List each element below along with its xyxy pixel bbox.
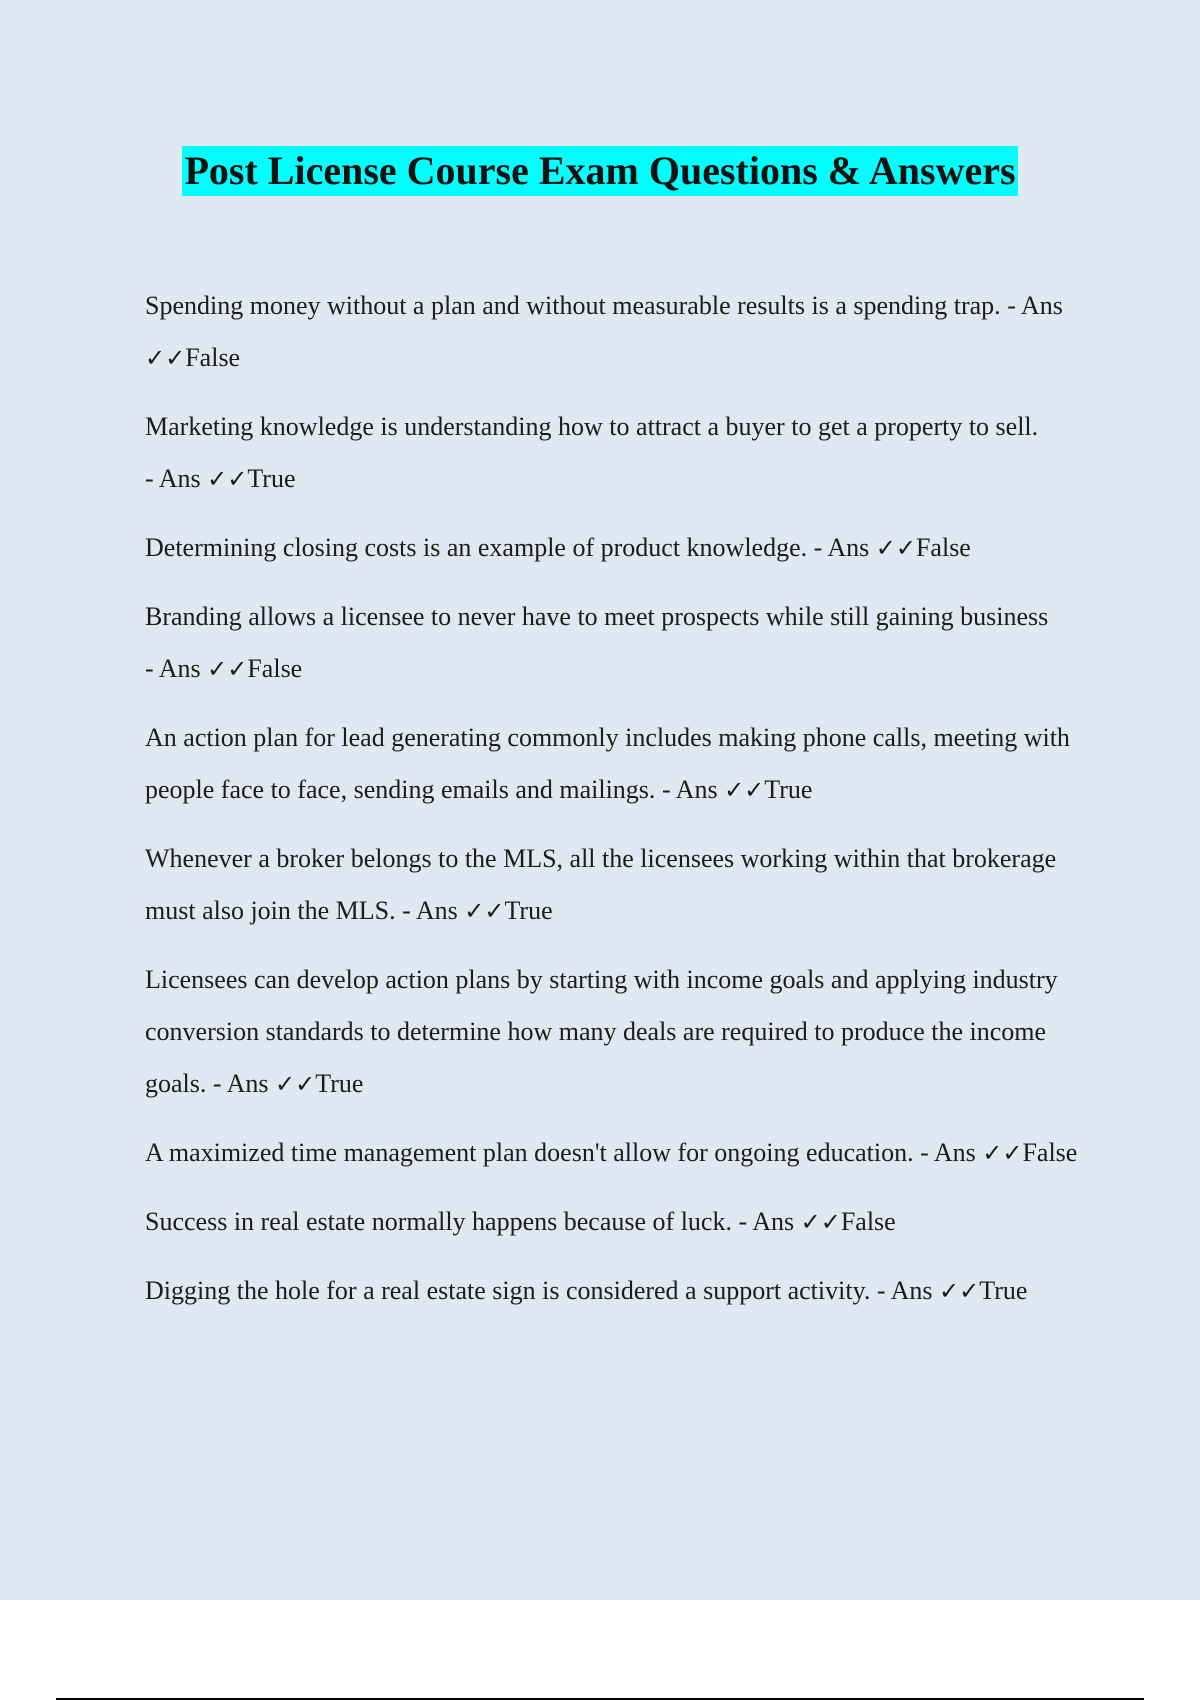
question-text: An action plan for lead generating commonly includes making phone calls, meeting with people face to face, sending emails and mailings. (145, 723, 1070, 804)
answer-separator: - Ans (145, 464, 201, 493)
question-text: Whenever a broker belongs to the MLS, all the licensees working within that brokerage must also join the MLS. (145, 844, 1057, 925)
answer-separator: - Ans (1007, 291, 1063, 320)
answer-separator: - Ans (402, 896, 458, 925)
question-text: Branding allows a licensee to never have to meet prospects while still gaining business (145, 602, 1049, 631)
qa-item (145, 1265, 1085, 1317)
check-icon: ✓✓ (800, 1208, 841, 1236)
check-icon: ✓✓ (207, 655, 248, 683)
answer-text: True (315, 1069, 364, 1098)
answer-separator: - Ans (813, 533, 870, 562)
check-icon: ✓✓ (207, 465, 248, 493)
answer-text: True (764, 775, 813, 804)
document-title: Post License Course Exam Questions & Answers (182, 146, 1017, 196)
answer-text: True (979, 1276, 1028, 1305)
answer-text: False (1022, 1138, 1078, 1167)
answer-separator: - Ans (876, 1276, 933, 1305)
answer-separator: - Ans (738, 1207, 795, 1236)
question-text: Marketing knowledge is understanding how to attract a buyer to get a property to sell. (145, 412, 1039, 441)
question-text: Spending money without a plan and without measurable results is a spending trap. (145, 291, 1001, 320)
check-icon: ✓✓ (464, 897, 505, 925)
title-wrapper (0, 146, 1200, 196)
check-icon: ✓✓ (275, 1070, 316, 1098)
answer-separator: - Ans (920, 1138, 976, 1167)
qa-item (145, 522, 1085, 574)
answer-text: True (247, 464, 296, 493)
answer-separator: - Ans (145, 654, 201, 683)
answer-text: False (840, 1207, 896, 1236)
qa-list (145, 280, 1085, 1334)
check-icon: ✓✓ (145, 344, 186, 372)
answer-text: True (504, 896, 553, 925)
question-text: Licensees can develop action plans by starting with income goals and applying industry conversion standards to determine how many deals are required to produce the income goals. (145, 965, 1058, 1098)
answer-text: False (247, 654, 303, 683)
qa-item (145, 401, 1085, 505)
answer-text: False (915, 533, 971, 562)
qa-item (145, 833, 1085, 937)
qa-item (145, 1196, 1085, 1248)
qa-item (145, 712, 1085, 816)
question-text: Determining closing costs is an example of product knowledge. (145, 533, 808, 562)
question-text: Success in real estate normally happens because of luck. (145, 1207, 732, 1236)
check-icon: ✓✓ (939, 1277, 980, 1305)
check-icon: ✓✓ (875, 534, 916, 562)
qa-item (145, 591, 1085, 695)
check-icon: ✓✓ (724, 776, 765, 804)
qa-item (145, 954, 1085, 1110)
question-text: A maximized time management plan doesn't allow for ongoing education. (145, 1138, 914, 1167)
answer-separator: - Ans (212, 1069, 269, 1098)
question-text: Digging the hole for a real estate sign is considered a support activity. (145, 1276, 871, 1305)
answer-text: False (185, 343, 241, 372)
answer-separator: - Ans (661, 775, 718, 804)
qa-item (145, 280, 1085, 384)
check-icon: ✓✓ (982, 1139, 1023, 1167)
qa-item (145, 1127, 1085, 1179)
